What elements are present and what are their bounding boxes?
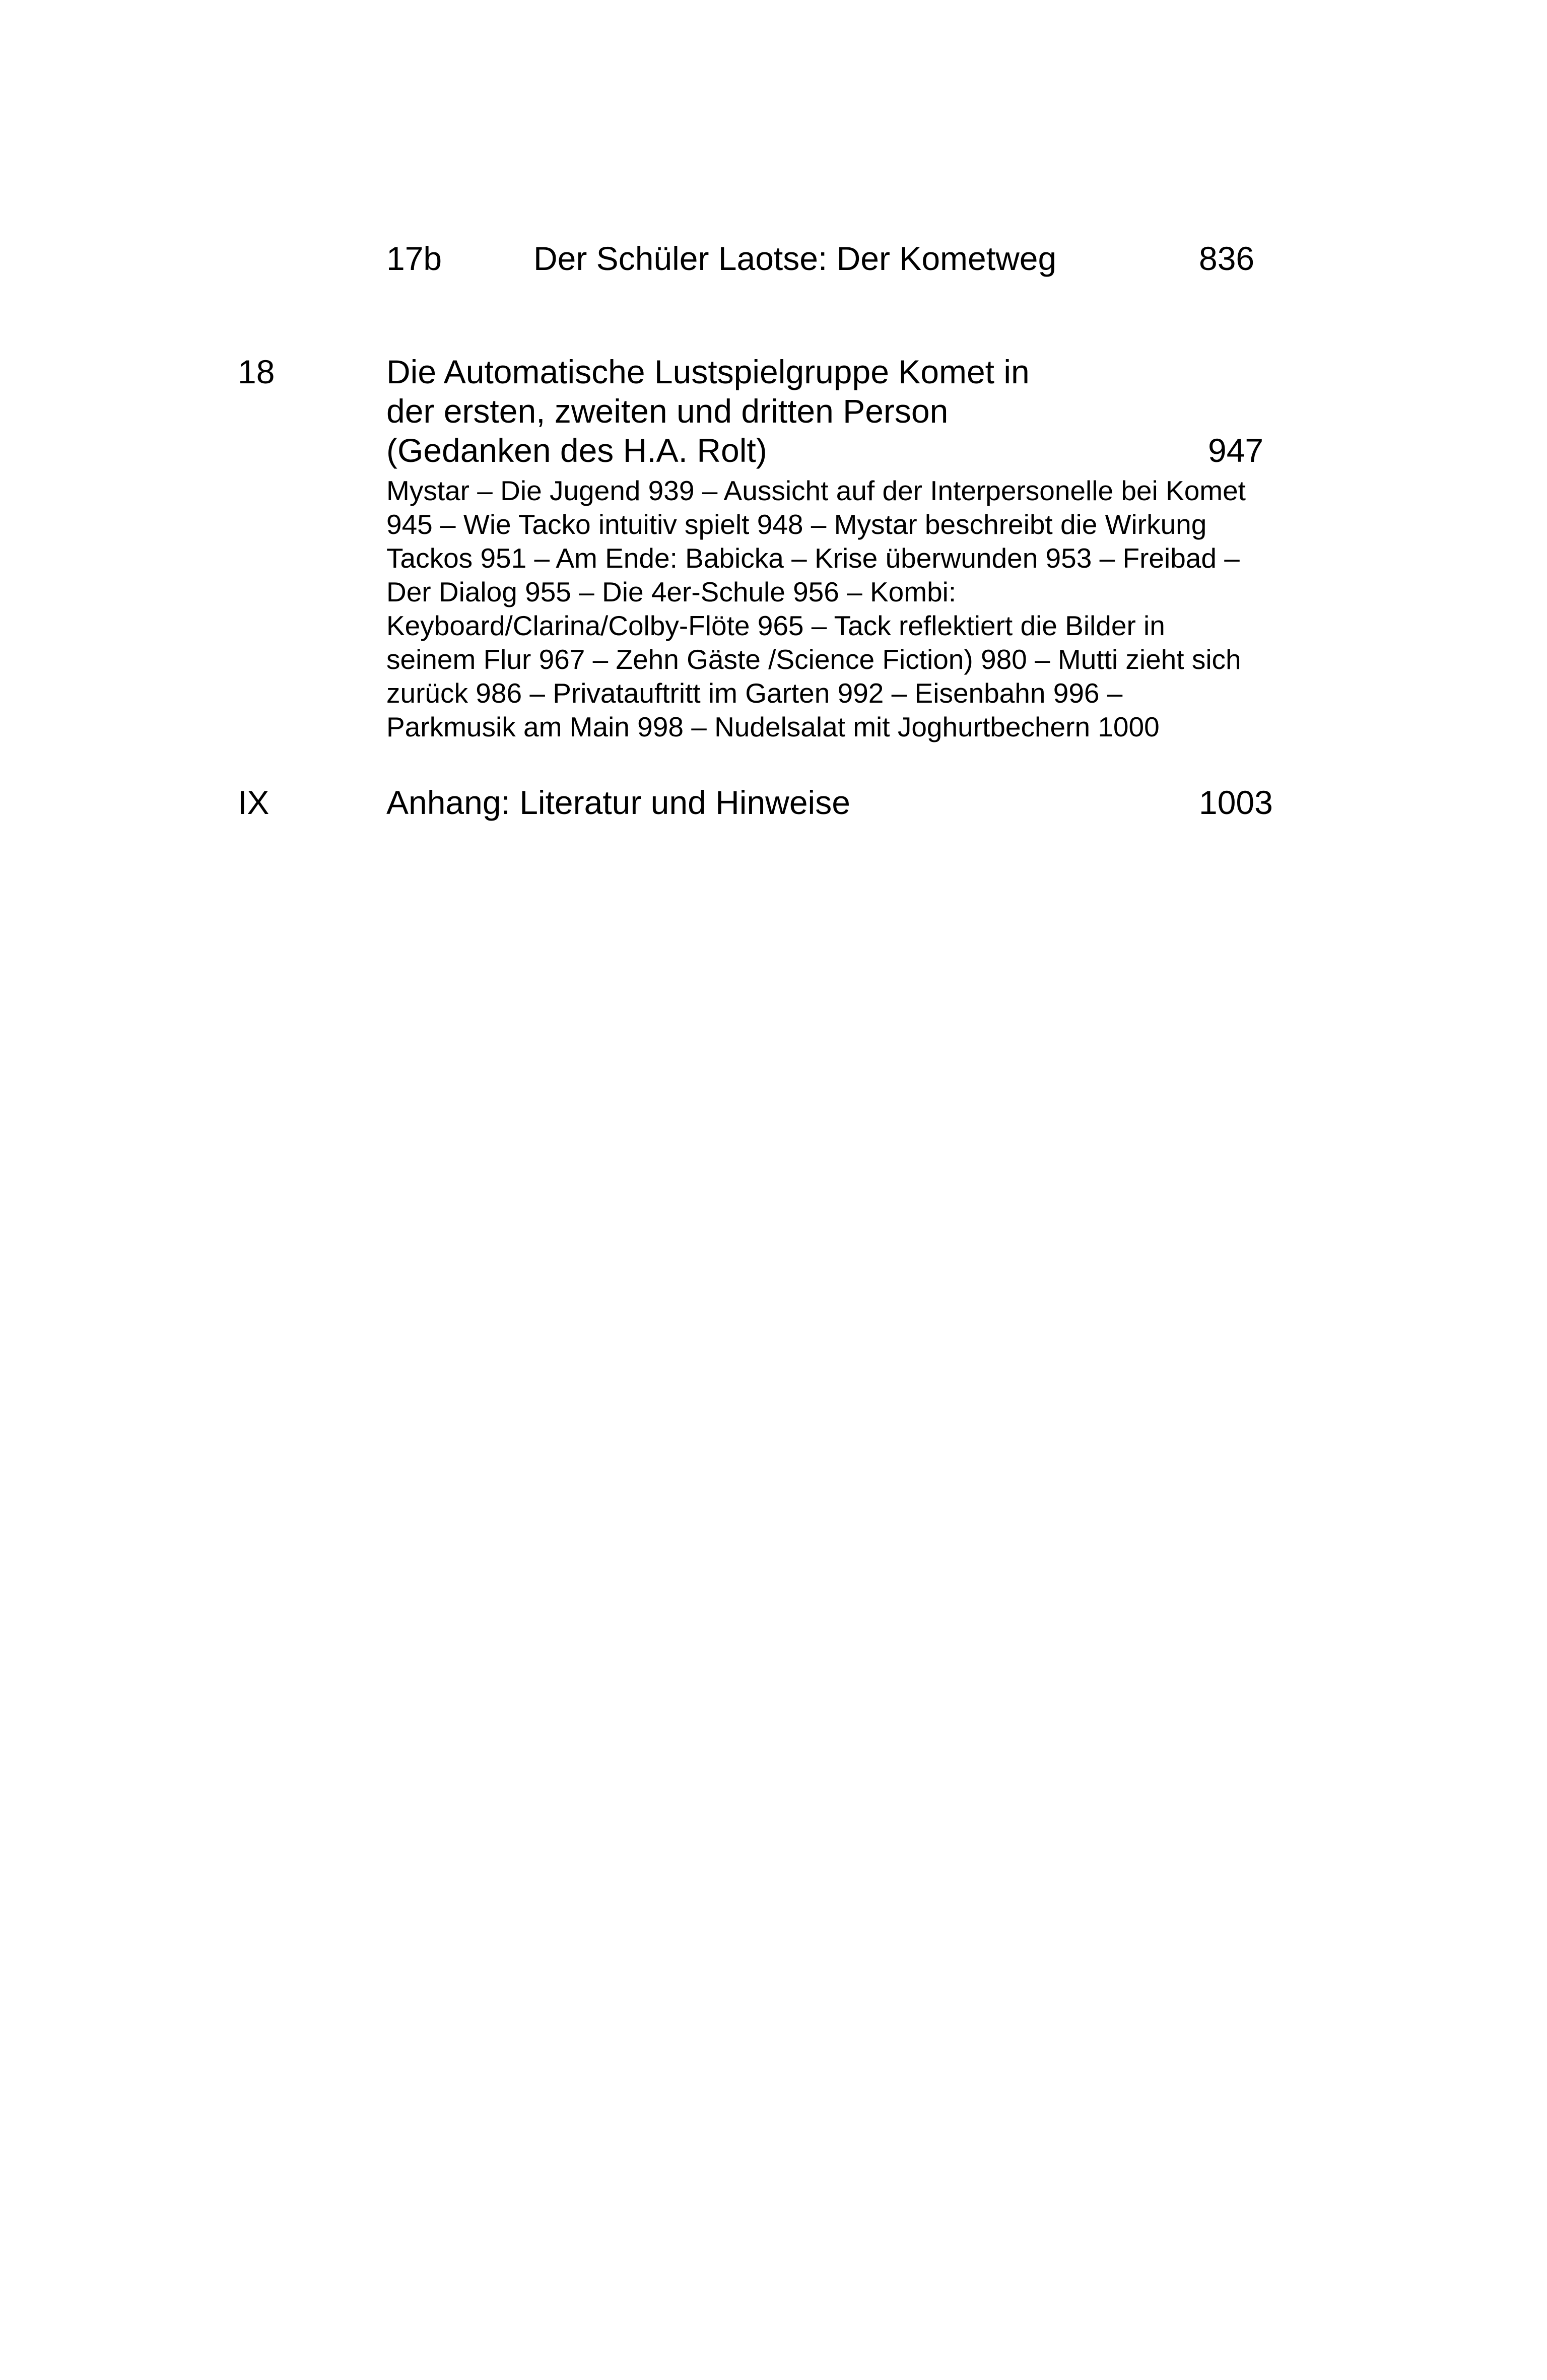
description-line-7: zurück 986 – Privatauftritt im Garten 992 – Eisenbahn 996 – bbox=[386, 677, 1123, 709]
entry-title-line-3: (Gedanken des H.A. Rolt) bbox=[386, 432, 767, 469]
entry-number: 18 bbox=[238, 353, 275, 390]
description-line-2: 945 – Wie Tacko intuitiv spielt 948 – Mystar beschreibt die Wirkung bbox=[386, 509, 1207, 540]
entry-title: Der Schüler Laotse: Der Kometweg bbox=[533, 240, 1057, 277]
description-line-3: Tackos 951 – Am Ende: Babicka – Krise überwunden 953 – Freibad – bbox=[386, 542, 1240, 574]
description-line-6: seinem Flur 967 – Zehn Gäste /Science Fiction) 980 – Mutti zieht sich bbox=[386, 644, 1241, 675]
description-line-1: Mystar – Die Jugend 939 – Aussicht auf der Interpersonelle bei Komet bbox=[386, 475, 1246, 506]
description-line-5: Keyboard/Clarina/Colby-Flöte 965 – Tack reflektiert die Bilder in bbox=[386, 610, 1165, 641]
entry-number: 17b bbox=[386, 240, 442, 277]
description-line-8: Parkmusik am Main 998 – Nudelsalat mit Joghurtbechern 1000 bbox=[386, 711, 1160, 742]
entry-page-number: 1003 bbox=[1199, 784, 1273, 821]
entry-title-line-2: der ersten, zweiten und dritten Person bbox=[386, 392, 949, 430]
description-line-4: Der Dialog 955 – Die 4er-Schule 956 – Kombi: bbox=[386, 576, 957, 607]
entry-page-number: 836 bbox=[1199, 240, 1255, 277]
entry-number: IX bbox=[238, 784, 270, 821]
entry-title-line-1: Die Automatische Lustspielgruppe Komet in bbox=[386, 353, 1030, 390]
entry-title: Anhang: Literatur und Hinweise bbox=[386, 784, 850, 821]
entry-page-number: 947 bbox=[1208, 432, 1264, 469]
